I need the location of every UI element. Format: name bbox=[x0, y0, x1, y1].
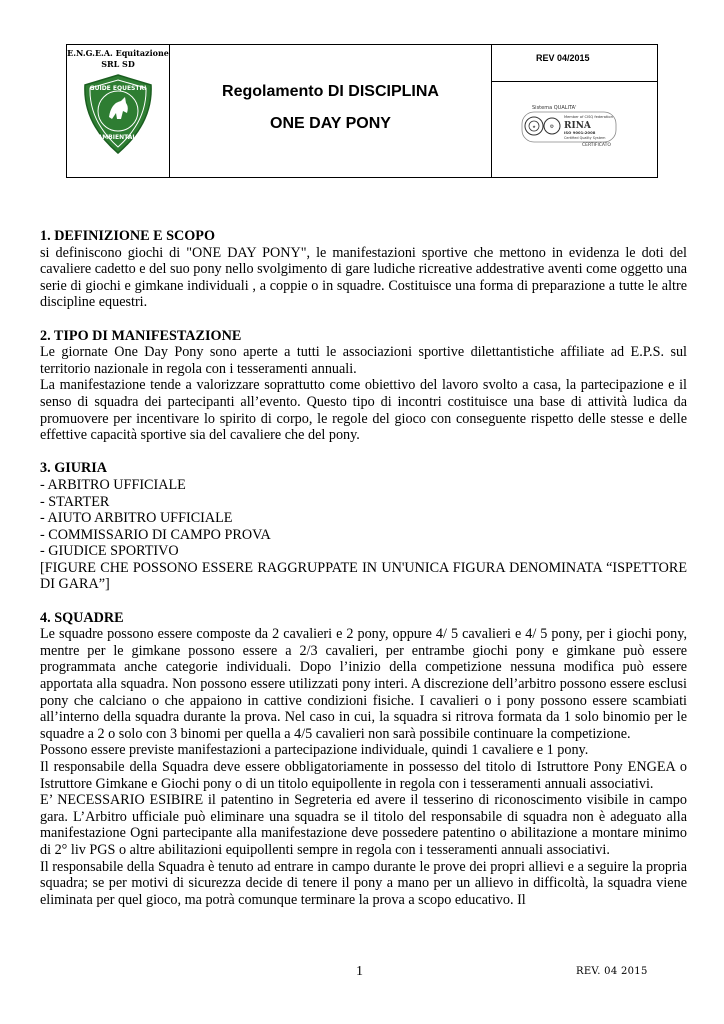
jury-list-item: - COMMISSARIO DI CAMPO PROVA bbox=[40, 526, 271, 543]
cert-certified-text: Certified Quality System bbox=[564, 136, 606, 140]
logo-text-top: GUIDE EQUESTRI bbox=[89, 85, 147, 92]
revision-label: REV 04/2015 bbox=[492, 45, 657, 82]
logo-text-bottom: AMBIENTALI bbox=[97, 134, 139, 141]
document-title: Regolamento DI DISCIPLINA bbox=[222, 83, 439, 100]
section-2-paragraph: Le giornate One Day Pony sono aperte a tutti le associazioni sportive dilettantistiche affiliate ad E.P.S. sul territorio nazionale in regola con i tesseramenti annuali. bbox=[40, 344, 687, 377]
section-1-body: si definiscono giochi di "ONE DAY PONY", le manifestazioni sportive che mettono in evidenza le doti del cavaliere cadetto e del suo pony nello svolgimento di gare ludiche ricreative addestrative aventi come oggetto una serie di giochi e gimkane individuali , a coppie o in squadre. Costituisce una forma di preparazione a tutte le altre discipline equestri. bbox=[40, 244, 687, 311]
section-4-paragraph: Il responsabile della Squadra è tenuto ad entrare in campo durante le prove dei propri allievi e a seguire la propria squadra; se per motivi di sicurezza decide di tenere il pony a mano per un allievo in difficoltà, la squadra viene eliminata per quel gioco, ma potrà comunque terminare la prova a scopo educativo. Il bbox=[40, 858, 687, 908]
document-subtitle: ONE DAY PONY bbox=[270, 115, 391, 132]
engea-shield-logo bbox=[81, 73, 155, 155]
section-4-paragraph: E’ NECESSARIO ESIBIRE il patentino in Segreteria ed avere il tesserino di riconoscimento visibile in campo gara. L’Arbitro ufficiale può eliminare una squadra se il titolo del responsabile di squadra non è adeguato alla manifestazione Ogni partecipante alla manifestazione deve possedere patentino o abilitazione a montare minimo di 2° liv PGS o altre abilitazioni equipollenti sempre in regola con i tesseramenti annuali associativi. bbox=[40, 792, 687, 858]
quality-certification bbox=[492, 82, 657, 177]
section-1-title: 1. DEFINIZIONE E SCOPO bbox=[40, 228, 216, 244]
cert-brand-text: RINA bbox=[564, 121, 591, 131]
section-4-paragraph: Le squadre possono essere composte da 2 cavalieri e 2 pony, oppure 4/ 5 cavalieri e 4/ 5 pony, per i giochi pony, mentre per le gimkane possono essere a 2/3 cavalieri, per entrambe giochi pony e gimkane può essere programmata anche categorie individuali. Dopo l’inizio della competizione nessuna modifica può essere apportata alla squadra. Non possono essere utilizzati pony interi. A discrezione dell’arbitro possono essere esclusi pony che calciano o che appaiono in cattive condizioni fisiche. I cavalieri o i pony possono essere scambiati all’interno della squadra durante la prova. Nel caso in cui, la squadra si ritrova formata da 1 solo binomio per le squadre a 2 o solo con 3 binomi per quella a 4/5 cavalieri non sarà possibile continuare la competizione. bbox=[40, 626, 687, 742]
section-4-title: 4. SQUADRE bbox=[40, 609, 124, 626]
section-2-paragraph: La manifestazione tende a valorizzare soprattutto come obiettivo del lavoro svolto a casa, la partecipazione e il senso di squadra dei partecipanti all’evento. Questo tipo di incontri costituisce una base di attività ludica da promuovere per incentivare lo spirito di corpo, le regole del gioco con conseguente rispetto delle stesse e delle effettive capacità sportive sia del cavaliere che del pony. bbox=[40, 377, 687, 444]
jury-list-item: - AIUTO ARBITRO UFFICIALE bbox=[40, 510, 233, 527]
rina-certification-logo bbox=[520, 104, 620, 154]
jury-note: [FIGURE CHE POSSONO ESSERE RAGGRUPPATE IN UN'UNICA FIGURA DENOMINATA “ISPETTORE DI GARA”] bbox=[40, 559, 687, 593]
jury-list-item: - STARTER bbox=[40, 493, 110, 510]
section-2-title: 2. TIPO DI MANIFESTAZIONE bbox=[40, 327, 242, 344]
cert-stamp-text: CERTIFICATO bbox=[582, 143, 611, 148]
footer-revision: REV. 04 2015 bbox=[576, 966, 648, 977]
section-4-paragraph: Il responsabile della Squadra deve essere obbligatoriamente in possesso del titolo di Istruttore Pony ENGEA o Istruttore Gimkane e Giochi pony o di un titolo equipollente in regola con i tesseramenti annuali associativi. bbox=[40, 759, 687, 792]
page-number: 1 bbox=[356, 964, 363, 979]
svg-text:⚙: ⚙ bbox=[549, 124, 555, 130]
organization-name-line1: E.N.G.E.A. Equitazione bbox=[67, 48, 169, 58]
section-4-paragraph: Possono essere previste manifestazioni a partecipazione individuale, quindi 1 cavaliere e 1 pony. bbox=[40, 742, 589, 759]
cert-member-text: Member of CISQ federation bbox=[564, 115, 613, 119]
title-cell bbox=[170, 45, 491, 177]
organization-cell bbox=[67, 45, 170, 177]
document-header bbox=[66, 44, 658, 178]
organization-name-line2: SRL SD bbox=[101, 59, 135, 69]
cert-iso-text: ISO 9001:2008 bbox=[564, 130, 596, 135]
jury-list-item: - GIUDICE SPORTIVO bbox=[40, 543, 179, 560]
section-3-title: 3. GIURIA bbox=[40, 460, 108, 477]
document-body bbox=[40, 228, 687, 908]
jury-list-item: - ARBITRO UFFICIALE bbox=[40, 476, 186, 493]
cert-system-text: Sistema QUALITA' bbox=[532, 105, 577, 111]
organization-name bbox=[67, 45, 169, 70]
svg-text:★: ★ bbox=[532, 124, 536, 129]
revision-cell bbox=[491, 45, 657, 177]
